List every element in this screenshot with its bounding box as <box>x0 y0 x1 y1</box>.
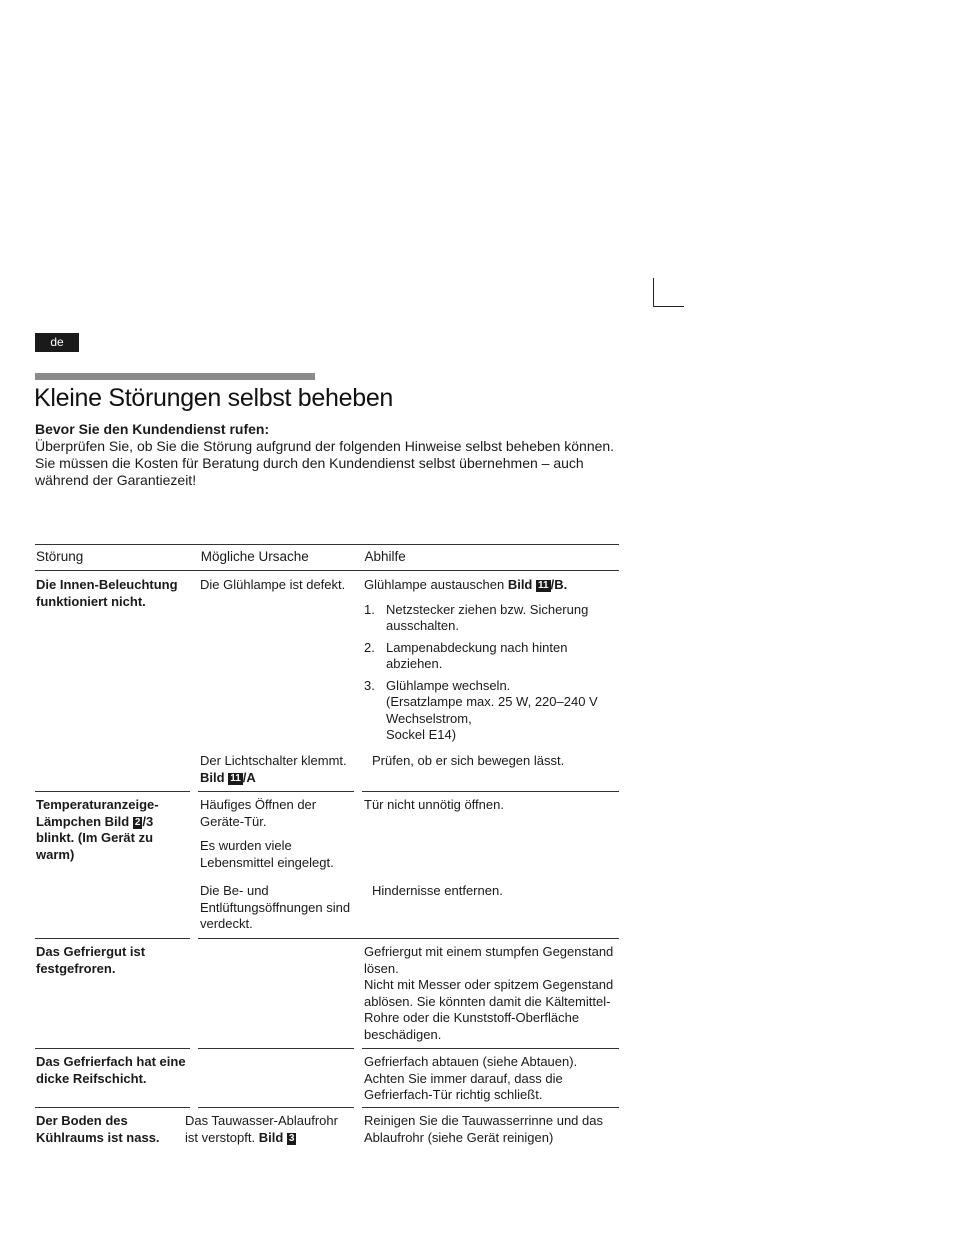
remedy-label: Glühlampe austauschen <box>364 577 508 592</box>
fault-cell: Das Gefriergut ist festgefroren. <box>36 944 146 976</box>
row-divider <box>198 791 354 792</box>
remedy-cell: Reinigen Sie die Tauwasserrinne und das Ablaufrohr (siehe Gerät reinigen) <box>364 1113 603 1145</box>
figure-ref: Bild <box>258 1129 284 1145</box>
row-divider <box>362 1107 619 1108</box>
row-divider <box>362 791 619 792</box>
intro-paragraph-1: Überprüfen Sie, ob Sie die Störung aufgrund der folgenden Hinweise selbst beheben können. <box>35 438 615 454</box>
table-row <box>35 938 619 1048</box>
fault-line: Temperaturanzeige- <box>36 797 159 812</box>
step-number: 3. <box>364 677 375 693</box>
step-list <box>364 602 619 744</box>
header-cause: Mögliche Ursache <box>200 549 309 565</box>
table-row <box>35 571 619 791</box>
cause-cell <box>175 944 354 1048</box>
list-item <box>364 678 619 744</box>
step-line: Sockel E14) <box>386 727 457 742</box>
fault-cell: Die Innen-Beleuchtung funktioniert nicht. <box>36 577 178 609</box>
page-title: Kleine Störungen selbst beheben <box>34 384 394 412</box>
language-badge: de <box>35 333 79 352</box>
list-item <box>364 602 619 635</box>
cause-cell <box>175 1113 354 1163</box>
intro-section <box>35 421 615 489</box>
step-line: Glühlampe wechseln. <box>386 677 511 693</box>
step-number: 2. <box>364 639 375 655</box>
table-header <box>35 544 619 571</box>
figure-number-box: 11 <box>230 772 241 784</box>
cause2-text: Der Lichtschalter klemmt. <box>200 753 347 768</box>
remedy-cell <box>354 944 619 1048</box>
row-divider <box>35 1048 190 1049</box>
remedy-cell <box>354 577 619 791</box>
remedy-cell: Gefrierfach abtauen (siehe Abtauen). Achten Sie immer darauf, dass die Gefrierfach-Tür richtig schließt. <box>364 1054 578 1102</box>
row-divider <box>362 1048 619 1049</box>
troubleshooting-table <box>35 544 619 1163</box>
table-row <box>35 1107 619 1163</box>
cause-text: Das Tauwasser-Ablaufrohr ist verstopft. <box>185 1113 338 1145</box>
cause-text: Es wurden viele Lebensmittel eingelegt. <box>200 838 334 870</box>
header-fault: Störung <box>36 549 84 565</box>
cause-cell <box>190 797 354 938</box>
cause-text-2 <box>200 753 354 786</box>
row-divider <box>198 938 619 939</box>
cause-text: Häufiges Öffnen der Geräte-Tür. <box>200 797 317 829</box>
title-rule <box>35 373 315 380</box>
fault-line: Lämpchen Bild <box>36 813 130 829</box>
header-remedy: Abhilfe <box>364 549 406 565</box>
fault-cell <box>35 797 190 938</box>
figure-ref: Bild <box>507 577 533 592</box>
fault-cell: Das Gefrierfach hat eine dicke Reifschicht. <box>36 1054 186 1086</box>
remedy-text: Nicht mit Messer oder spitzem Gegenstand ablösen. Sie könnten damit die Kältemittel-Rohre oder die Kunststoff-Oberfläche beschädigen. <box>364 977 614 1042</box>
figure-ref: Bild <box>200 769 225 785</box>
figure-number-box: 2 <box>134 816 141 828</box>
cause-cell <box>190 577 354 791</box>
cause-text: Die Be- und Entlüftungsöffnungen sind verdeckt. <box>200 883 351 931</box>
step-text: Lampenabdeckung nach hinten abziehen. <box>386 639 568 671</box>
cause-text: Die Glühlampe ist defekt. <box>200 577 346 592</box>
figure-number-box: 3 <box>288 1132 295 1144</box>
crop-corner-mark <box>653 278 684 307</box>
step-text <box>386 678 598 744</box>
row-divider <box>198 1048 354 1049</box>
figure-suffix: /3 <box>142 813 154 829</box>
cause-cell <box>190 1054 354 1107</box>
fault-cell: Der Boden des Kühlraums ist nass. <box>36 1113 160 1145</box>
step-text: Netzstecker ziehen bzw. Sicherung ausschalten. <box>386 601 589 633</box>
fault-line: blinkt. (Im Gerät zu warm) <box>36 830 154 862</box>
table-row <box>35 791 619 938</box>
step-number: 1. <box>364 601 375 617</box>
remedy-text <box>364 577 619 594</box>
table-row <box>35 1048 619 1107</box>
figure-number-box: 11 <box>538 580 549 591</box>
remedy-text-2: Prüfen, ob er sich bewegen lässt. <box>372 753 565 768</box>
step-line: Wechselstrom, <box>386 710 472 726</box>
list-item <box>364 640 619 673</box>
step-line: (Ersatzlampe max. 25 W, 220–240 V <box>386 694 598 709</box>
row-divider <box>35 791 190 792</box>
remedy-cell <box>354 797 619 938</box>
row-divider <box>35 938 190 939</box>
remedy-text: Tür nicht unnötig öffnen. <box>364 797 504 812</box>
row-divider <box>35 1107 190 1108</box>
figure-suffix: /A <box>242 769 256 785</box>
intro-lead: Bevor Sie den Kundendienst rufen: <box>35 421 270 437</box>
remedy-text: Gefriergut mit einem stumpfen Gegenstand lösen. <box>364 944 614 976</box>
row-divider <box>198 1107 354 1108</box>
figure-suffix: /B. <box>550 577 568 592</box>
intro-paragraph-2: Sie müssen die Kosten für Beratung durch den Kundendienst selbst übernehmen – auch während der Garantiezeit! <box>35 455 584 488</box>
remedy-text: Hindernisse entfernen. <box>372 883 503 898</box>
